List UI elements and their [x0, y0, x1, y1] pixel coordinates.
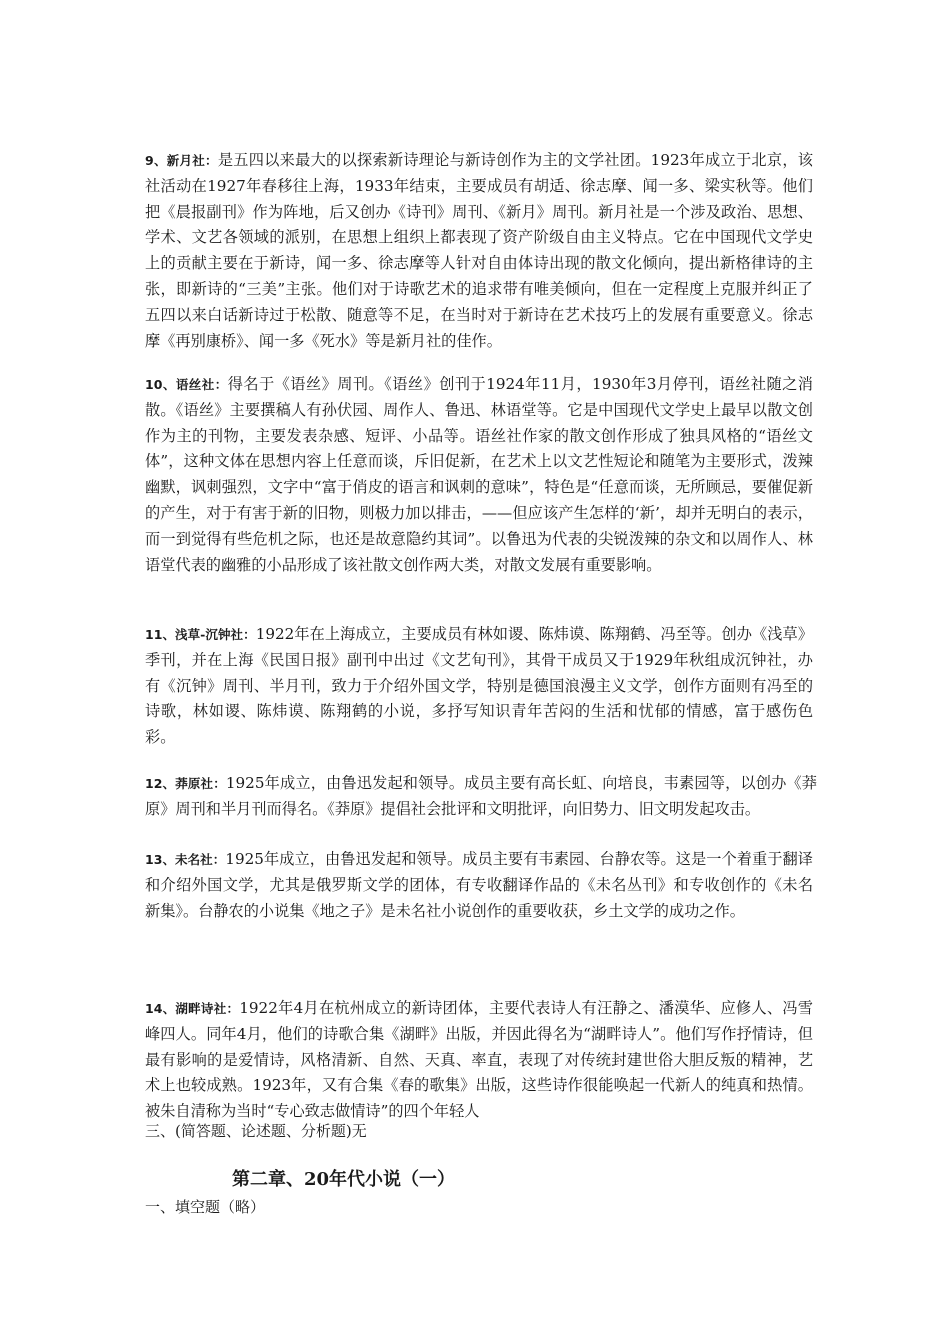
entry-qiancao-chenzhong-society [145, 622, 813, 751]
entry-xinyue-society [145, 148, 813, 354]
entry-term: 9、新月社： [145, 153, 218, 168]
entry-text: 1925年成立，由鲁迅发起和领导。成员主要有韦素园、台静农等。这是一个着重于翻译和介绍外国文学，尤其是俄罗斯文学的团体，有专收翻译作品的《未名丛刊》和专收创作的《未名新集》。台静农的小说集《地之子》是未名社小说创作的重要收获，乡土文学的成功之作。 [145, 850, 813, 920]
entry-weiming-society [145, 847, 813, 924]
entry-yusi-society [145, 372, 813, 578]
section-three-heading: 三、(简答题、论述题、分析题)无 [145, 1122, 367, 1140]
entry-text: 1922年4月在杭州成立的新诗团体，主要代表诗人有汪静之、潘漠华、应修人、冯雪峰四人。同年4月，他们的诗歌合集《湖畔》出版，并因此得名为“湖畔诗人”。他们写作抒情诗，但最有影响的是爱情诗，风格清新、自然、天真、率直，表现了对传统封建世俗大胆反叛的精神，艺术上也较成熟。1923年，又有合集《春的歌集》出版，这些诗作很能唤起一代新人的纯真和热情。被朱自清称为当时“专心致志做情诗”的四个年轻人 [145, 999, 813, 1121]
entry-term: 10、语丝社： [145, 377, 228, 392]
entry-text: 1922年在上海成立，主要成员有林如谡、陈炜谟、陈翔鹤、冯至等。创办《浅草》季刊，并在上海《民国日报》副刊中出过《文艺旬刊》，其骨干成员又于1929年秋组成沉钟社，办有《沉钟》周刊、半月刊，致力于介绍外国文学，特别是德国浪漫主义文学，创作方面则有冯至的诗歌，林如谡、陈炜谟、陈翔鹤的小说，多抒写知识青年苦闷的生活和忧郁的情感，富于感伤色彩。 [145, 625, 813, 747]
entry-term: 11、浅草-沉钟社： [145, 627, 256, 642]
section-one-heading: 一、填空题（略） [145, 1198, 266, 1216]
entry-term: 12、莽原社： [145, 776, 226, 791]
entry-mangyuan-society [145, 771, 817, 823]
entry-term: 13、未名社： [145, 852, 226, 867]
entry-text: 是五四以来最大的以探索新诗理论与新诗创作为主的文学社团。1923年成立于北京，该社活动在1927年春移往上海，1933年结束，主要成员有胡适、徐志摩、闻一多、梁实秋等。他们把《晨报副刊》作为阵地，后又创办《诗刊》周刊、《新月》周刊。新月社是一个涉及政治、思想、学术、文艺各领域的派别，在思想上组织上都表现了资产阶级自由主义特点。它在中国现代文学史上的贡献主要在于新诗，闻一多、徐志摩等人针对自由体诗出现的散文化倾向，提出新格律诗的主张，即新诗的“三美”主张。他们对于诗歌艺术的追求带有唯美倾向，但在一定程度上克服并纠正了五四以来白话新诗过于松散、随意等不足，在当时对于新诗在艺术技巧上的发展有重要意义。徐志摩《再别康桥》、闻一多《死水》等是新月社的佳作。 [145, 151, 813, 350]
entry-huban-poetry-society [145, 996, 813, 1125]
entry-text: 1925年成立，由鲁迅发起和领导。成员主要有高长虹、向培良，韦素园等，以创办《莽原》周刊和半月刊而得名。《莽原》提倡社会批评和文明批评，向旧势力、旧文明发起攻击。 [145, 774, 817, 818]
entry-term: 14、湖畔诗社： [145, 1001, 240, 1016]
chapter-title: 第二章、20年代小说（一） [232, 1169, 456, 1190]
entry-text: 得名于《语丝》周刊。《语丝》创刊于1924年11月，1930年3月停刊，语丝社随之消散。《语丝》主要撰稿人有孙伏园、周作人、鲁迅、林语堂等。它是中国现代文学史上最早以散文创作为主的刊物，主要发表杂感、短评、小品等。语丝社作家的散文创作形成了独具风格的“语丝文体”，这种文体在思想内容上任意而谈，斥旧促新，在艺术上以文艺性短论和随笔为主要形式，泼辣幽默，讽刺强烈，文字中“富于俏皮的语言和讽刺的意味”，特色是“任意而谈，无所顾忌，要催促新的产生，对于有害于新的旧物，则极力加以排击，——但应该产生怎样的‘新’，却并无明白的表示，而一到觉得有些危机之际，也还是故意隐约其词”。以鲁迅为代表的尖锐泼辣的杂文和以周作人、林语堂代表的幽雅的小品形成了该社散文创作两大类，对散文发展有重要影响。 [145, 375, 813, 574]
